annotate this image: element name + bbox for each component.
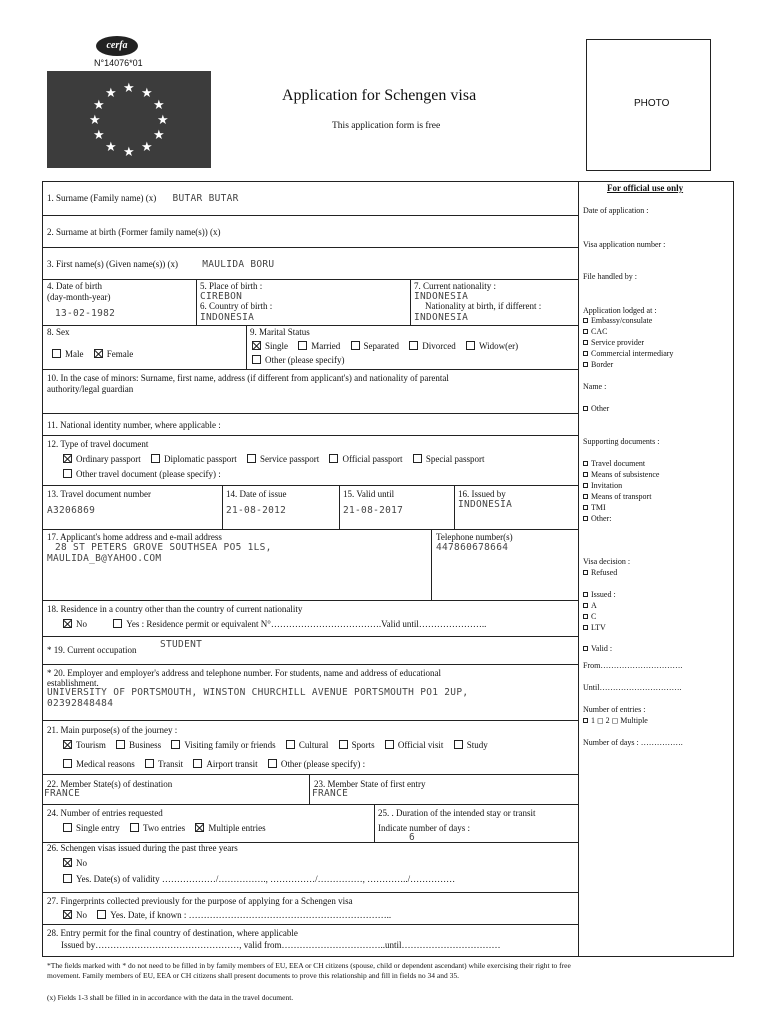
duration-label: 25. . Duration of the intended stay or transit (378, 808, 536, 818)
current-nationality-value[interactable]: INDONESIA (414, 291, 469, 302)
checkbox-icon (63, 469, 72, 478)
single-entry-option[interactable]: Single entry (63, 823, 120, 833)
footnote-family-members: *The fields marked with * do not need to be filled in by family members of EU, EEA or CH citizens (spouse, child or dependent ascendant) while exercising their right to free (47, 961, 571, 970)
previous-visas-label: 26. Schengen visas issued during the past three years (47, 843, 238, 853)
marital-single-option[interactable]: Single (252, 341, 288, 351)
checkbox-icon (63, 874, 72, 883)
date-of-issue-label: 14. Date of issue (226, 489, 287, 499)
checkbox-checked-icon (195, 823, 204, 832)
checkbox-checked-icon (63, 619, 72, 628)
marital-widow-option[interactable]: Widow(er) (466, 341, 518, 351)
residence-no-option[interactable]: No (63, 619, 87, 629)
surname-value[interactable]: BUTAR BUTAR (172, 193, 239, 204)
days-value[interactable]: 6 (409, 832, 416, 843)
purpose-sports-option[interactable]: Sports (339, 740, 375, 750)
number-of-entries-label: Number of entries : (583, 705, 646, 714)
minors-label-cont: authority/legal guardian (47, 384, 134, 394)
cerfa-logo-text: cerfa (106, 40, 128, 51)
employer-label: * 20. Employer and employer's address and telephone number. For students, name and address of educational (47, 668, 442, 678)
first-entry-label: 23. Member State of first entry (314, 779, 426, 789)
issued-option-ltv[interactable]: LTV (583, 623, 606, 632)
place-of-birth-value[interactable]: CIREBON (200, 291, 243, 302)
checkbox-checked-icon (94, 349, 103, 358)
marital-other-option[interactable]: Other (please specify) (252, 355, 344, 365)
number-of-entries-options[interactable]: 1 ◻ 2 ◻ Multiple (583, 716, 648, 725)
checkbox-icon (247, 454, 256, 463)
checkbox-icon (151, 454, 160, 463)
support-option-subsistence[interactable]: Means of subsistence (583, 470, 659, 479)
home-address-value[interactable]: 28 ST PETERS GROVE SOUTHSEA PO5 1LS, (55, 542, 272, 553)
footnote-family-members-cont: movement. Family members of EU, EEA or CH citizens shall present documents to prove this relationship and fill in fields no 34 and 35. (47, 971, 460, 980)
occupation-value[interactable]: STUDENT (160, 639, 203, 650)
occupation-label: * 19. Current occupation (47, 645, 137, 655)
previous-visas-yes-option[interactable]: Yes. Date(s) of validity ………………/……………., ……………/……………, …………../…………… (63, 874, 455, 884)
purpose-visiting-option[interactable]: Visiting family or friends (171, 740, 275, 750)
issued-option[interactable]: Issued : (583, 590, 616, 599)
checkbox-icon (252, 355, 261, 364)
checkbox-icon (583, 351, 588, 356)
checkbox-icon (583, 603, 588, 608)
fingerprints-label: 27. Fingerprints collected previously for the purpose of applying for a Schengen visa (47, 896, 353, 906)
checkbox-icon (130, 823, 139, 832)
telephone-value[interactable]: 447860678664 (436, 542, 509, 553)
eu-flag: ★ ★ ★ ★ ★ ★ ★ ★ ★ ★ ★ ★ (47, 71, 211, 168)
support-option-other[interactable]: Other: (583, 514, 611, 523)
diplomatic-passport-option[interactable]: Diplomatic passport (151, 454, 237, 464)
entry-permit-issued-by[interactable]: Issued by…………………………………………, valid from……………………………..until…………………………… (61, 940, 501, 950)
issued-option-a[interactable]: A (583, 601, 597, 610)
checkbox-checked-icon (63, 910, 72, 919)
checkbox-checked-icon (63, 740, 72, 749)
purpose-official-option[interactable]: Official visit (385, 740, 444, 750)
supporting-documents-label: Supporting documents : (583, 437, 660, 446)
official-name-label: Name : (583, 382, 607, 391)
marital-separated-option[interactable]: Separated (351, 341, 399, 351)
checkbox-icon (268, 759, 277, 768)
employer-value[interactable]: UNIVERSITY OF PORTSMOUTH, WINSTON CHURCHILL AVENUE PORTSMOUTH PO1 2UP, (47, 687, 469, 698)
travel-doc-type-label: 12. Type of travel document (47, 439, 149, 449)
checkbox-icon (454, 740, 463, 749)
cerfa-logo (96, 36, 138, 56)
number-of-days-label: Number of days : ……………. (583, 738, 683, 747)
purpose-tourism-option[interactable]: Tourism (63, 740, 106, 750)
purpose-study-option[interactable]: Study (454, 740, 488, 750)
checkbox-icon (583, 461, 588, 466)
checkbox-icon (193, 759, 202, 768)
destination-value[interactable]: FRANCE (44, 788, 81, 799)
marital-divorced-option[interactable]: Divorced (409, 341, 456, 351)
checkbox-checked-icon (252, 341, 261, 350)
checkbox-icon (298, 341, 307, 350)
lodged-option-border[interactable]: Border (583, 360, 613, 369)
ordinary-passport-option[interactable]: Ordinary passport (63, 454, 141, 464)
file-handled-by-label: File handled by : (583, 272, 637, 281)
purpose-business-option[interactable]: Business (116, 740, 161, 750)
telephone-label: Telephone number(s) (436, 532, 513, 542)
employer-label-cont: establishment. (47, 678, 99, 688)
issued-option-c[interactable]: C (583, 612, 596, 621)
entry-permit-label: 28. Entry permit for the final country of destination, where applicable (47, 928, 298, 938)
checkbox-icon (583, 406, 588, 411)
valid-until-label: 15. Valid until (343, 489, 395, 499)
purpose-transit-option[interactable]: Transit (145, 759, 183, 769)
checkbox-icon (116, 740, 125, 749)
checkbox-icon (52, 349, 61, 358)
official-use-heading: For official use only (607, 183, 684, 193)
nationality-at-birth-label: Nationality at birth, if different : (425, 301, 542, 311)
checkbox-icon (385, 740, 394, 749)
home-address-label: 17. Applicant's home address and e-mail address (47, 532, 222, 542)
checkbox-icon (583, 625, 588, 630)
checkbox-icon (413, 454, 422, 463)
checkbox-icon (171, 740, 180, 749)
marital-married-option[interactable]: Married (298, 341, 340, 351)
checkbox-icon (409, 341, 418, 350)
surname-at-birth-label: 2. Surname at birth (Former family name(s)) (x) (47, 227, 221, 237)
purpose-airport-transit-option[interactable]: Airport transit (193, 759, 257, 769)
valid-until-value[interactable]: 21-08-2017 (343, 505, 404, 516)
current-nationality-label: 7. Current nationality : (414, 281, 496, 291)
valid-option[interactable]: Valid : (583, 644, 612, 653)
checkbox-icon (583, 483, 588, 488)
visa-decision-label: Visa decision : (583, 557, 631, 566)
lodged-option-embassy[interactable]: Embassy/consulate (583, 316, 652, 325)
lodged-at-label: Application lodged at : (583, 306, 657, 315)
checkbox-checked-icon (63, 454, 72, 463)
email-value[interactable]: MAULIDA_B@YAHOO.COM (47, 553, 162, 564)
checkbox-icon (145, 759, 154, 768)
travel-doc-number-label: 13. Travel document number (47, 489, 151, 499)
checkbox-icon (63, 823, 72, 832)
previous-visas-no-option[interactable]: No (63, 858, 87, 868)
checkbox-icon (583, 570, 588, 575)
checkbox-icon (329, 454, 338, 463)
issued-by-value[interactable]: INDONESIA (458, 499, 513, 510)
checkbox-icon (583, 516, 588, 521)
purpose-other-option[interactable]: Other (please specify) : (268, 759, 365, 769)
checkbox-icon (583, 646, 588, 651)
residence-label: 18. Residence in a country other than the country of current nationality (47, 604, 303, 614)
support-option-travel-doc[interactable]: Travel document (583, 459, 645, 468)
dob-label: 4. Date of birth (47, 281, 102, 291)
checkbox-icon (583, 592, 588, 597)
days-label: Indicate number of days : (378, 823, 470, 833)
checkbox-icon (63, 759, 72, 768)
checkbox-icon (583, 614, 588, 619)
fingerprints-yes-option[interactable]: Yes. Date, if known : ………………………………………………………….. (97, 910, 391, 920)
purpose-label: 21. Main purpose(s) of the journey : (47, 725, 178, 735)
page-subtitle: This application form is free (332, 121, 441, 131)
photo-box (586, 39, 711, 171)
two-entries-option[interactable]: Two entries (130, 823, 185, 833)
visa-application-number-label: Visa application number : (583, 240, 666, 249)
support-option-transport[interactable]: Means of transport (583, 492, 651, 501)
valid-from-label: From…………………………. (583, 661, 683, 670)
purpose-cultural-option[interactable]: Cultural (286, 740, 329, 750)
dob-label-format: (day-month-year) (47, 292, 111, 302)
destination-label: 22. Member State(s) of destination (47, 779, 173, 789)
checkbox-icon (351, 341, 360, 350)
form-frame (42, 181, 734, 957)
country-of-birth-label: 6. Country of birth : (200, 301, 273, 311)
lodged-option-commercial[interactable]: Commercial intermediary (583, 349, 673, 358)
checkbox-icon (113, 619, 122, 628)
checkbox-icon (583, 329, 588, 334)
form-number: N°14076*01 (94, 58, 143, 68)
place-of-birth-label: 5. Place of birth : (200, 281, 263, 291)
checkbox-icon (339, 740, 348, 749)
checkbox-icon (583, 494, 588, 499)
first-name-label: 3. First name(s) (Given name(s)) (x) (47, 259, 178, 269)
country-of-birth-value[interactable]: INDONESIA (200, 312, 255, 323)
other-travel-doc-option[interactable]: Other travel document (please specify) : (63, 469, 221, 479)
refused-option[interactable]: Refused (583, 568, 617, 577)
sex-male-option[interactable]: Male (52, 349, 84, 359)
first-name-value[interactable]: MAULIDA BORU (202, 259, 275, 270)
support-option-invitation[interactable]: Invitation (583, 481, 622, 490)
dob-value[interactable]: 13-02-1982 (55, 308, 116, 319)
checkbox-checked-icon (63, 858, 72, 867)
checkbox-icon (583, 340, 588, 345)
checkbox-icon (583, 505, 588, 510)
special-passport-option[interactable]: Special passport (413, 454, 485, 464)
purpose-medical-option[interactable]: Medical reasons (63, 759, 135, 769)
date-of-application-label: Date of application : (583, 206, 649, 215)
surname-label: 1. Surname (Family name) (x) (47, 193, 157, 203)
checkbox-icon (583, 318, 588, 323)
lodged-option-cac[interactable]: CAC (583, 327, 607, 336)
nationality-at-birth-value[interactable]: INDONESIA (414, 312, 469, 323)
multiple-entries-option[interactable]: Multiple entries (195, 823, 265, 833)
official-passport-option[interactable]: Official passport (329, 454, 402, 464)
lodged-option-service-provider[interactable]: Service provider (583, 338, 644, 347)
checkbox-icon (466, 341, 475, 350)
minors-label: 10. In the case of minors: Surname, first name, address (if different from applicant's) and nationality of parental (47, 373, 449, 383)
date-of-issue-value[interactable]: 21-08-2012 (226, 505, 287, 516)
national-id-label: 11. National identity number, where applicable : (47, 420, 221, 430)
valid-until-official-label: Until…………………………. (583, 683, 682, 692)
checkbox-icon (583, 362, 588, 367)
entries-requested-label: 24. Number of entries requested (47, 808, 163, 818)
footnote-fields-1-3: (x) Fields 1-3 shall be filled in in accordance with the data in the travel document. (47, 993, 294, 1002)
checkbox-icon (583, 472, 588, 477)
issued-by-label: 16. Issued by (458, 489, 506, 499)
checkbox-icon (286, 740, 295, 749)
sex-label: 8. Sex (47, 327, 70, 337)
marital-status-label: 9. Marital Status (250, 327, 310, 337)
support-option-tmi[interactable]: TMI (583, 503, 606, 512)
travel-doc-number-value[interactable]: A3206869 (47, 505, 96, 516)
page-title: Application for Schengen visa (282, 87, 477, 104)
residence-yes-option[interactable]: Yes : Residence permit or equivalent N°……………………………….Valid until………………….. (113, 619, 486, 629)
fingerprints-no-option[interactable]: No (63, 910, 87, 920)
photo-label: PHOTO (634, 98, 670, 109)
sex-female-option[interactable]: Female (94, 349, 134, 359)
official-other-option[interactable]: Other (583, 404, 609, 413)
service-passport-option[interactable]: Service passport (247, 454, 319, 464)
checkbox-icon (97, 910, 106, 919)
checkbox-icon (583, 718, 588, 723)
employer-phone-value[interactable]: 02392848484 (47, 698, 114, 709)
first-entry-value[interactable]: FRANCE (312, 788, 349, 799)
